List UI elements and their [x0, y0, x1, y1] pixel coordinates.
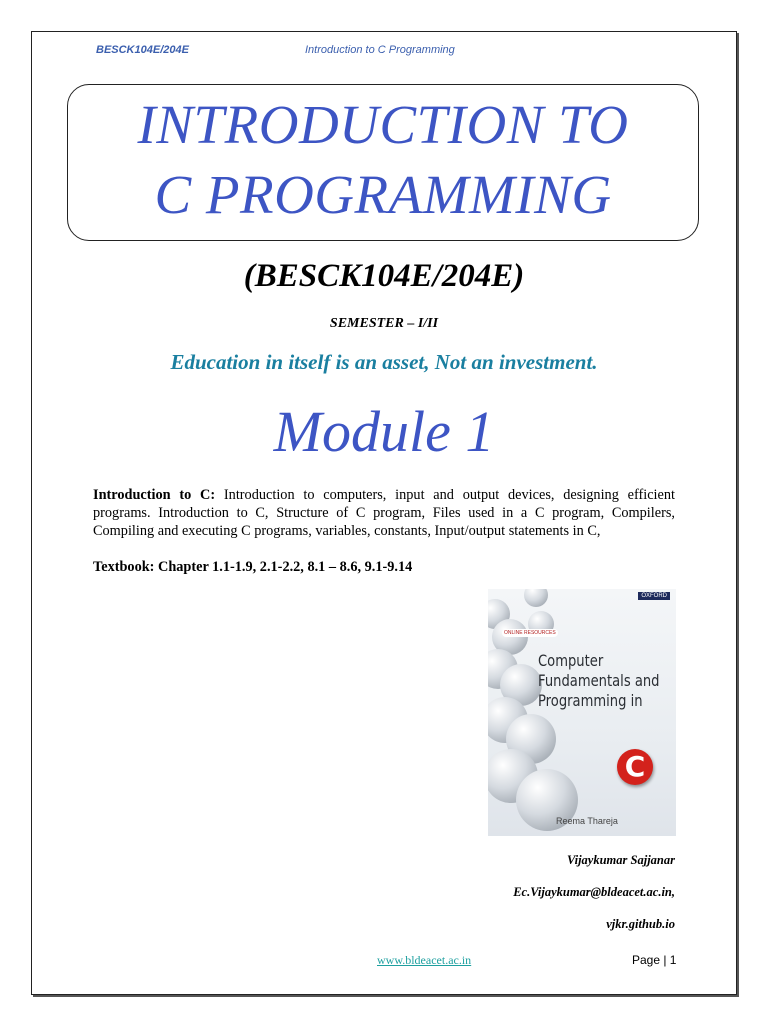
- header-course-name: Introduction to C Programming: [305, 44, 455, 56]
- module-title: Module 1: [273, 399, 495, 464]
- book-cover-image: [488, 589, 676, 836]
- author-email: Ec.Vijaykumar@bldeacet.ac.in,: [513, 885, 675, 899]
- syllabus-text: Introduction to computers, input and output devices, designing efficient programs. Introduction to C, Structure of C program, Files used in a C program, Compilers, Compiling and executing C programs, variables, constants, Input/output statements in C,: [93, 487, 675, 539]
- motto: Education in itself is an asset, Not an investment.: [170, 350, 598, 374]
- title-line-2: C PROGRAMMING: [154, 164, 612, 225]
- title-line-1: INTRODUCTION TO: [137, 94, 629, 155]
- textbook-reference: Textbook: Chapter 1.1-1.9, 2.1-2.2, 8.1 – 8.6, 9.1-9.14: [93, 559, 413, 575]
- cover-badge: ONLINE RESOURCES: [504, 630, 556, 636]
- author-site: vjkr.github.io: [606, 917, 675, 931]
- cover-title: Computer Fundamentals and Programming in: [538, 651, 660, 710]
- page-number: Page | 1: [632, 953, 677, 967]
- author-name: Vijaykumar Sajjanar: [566, 853, 675, 867]
- header-course-code: BESCK104E/204E: [96, 44, 189, 56]
- footer-website-link[interactable]: www.bldeacet.ac.in: [377, 953, 472, 967]
- syllabus-paragraph: [93, 486, 675, 540]
- course-code-heading: (BESCK104E/204E): [243, 258, 525, 294]
- syllabus-lead: Introduction to C:: [93, 487, 216, 503]
- semester-label: SEMESTER – I/II: [329, 316, 439, 331]
- publisher-logo: OXFORD: [638, 592, 670, 600]
- cover-c-logo: C: [617, 749, 653, 785]
- title-box: [67, 84, 699, 241]
- cover-author: Reema Thareja: [556, 816, 618, 826]
